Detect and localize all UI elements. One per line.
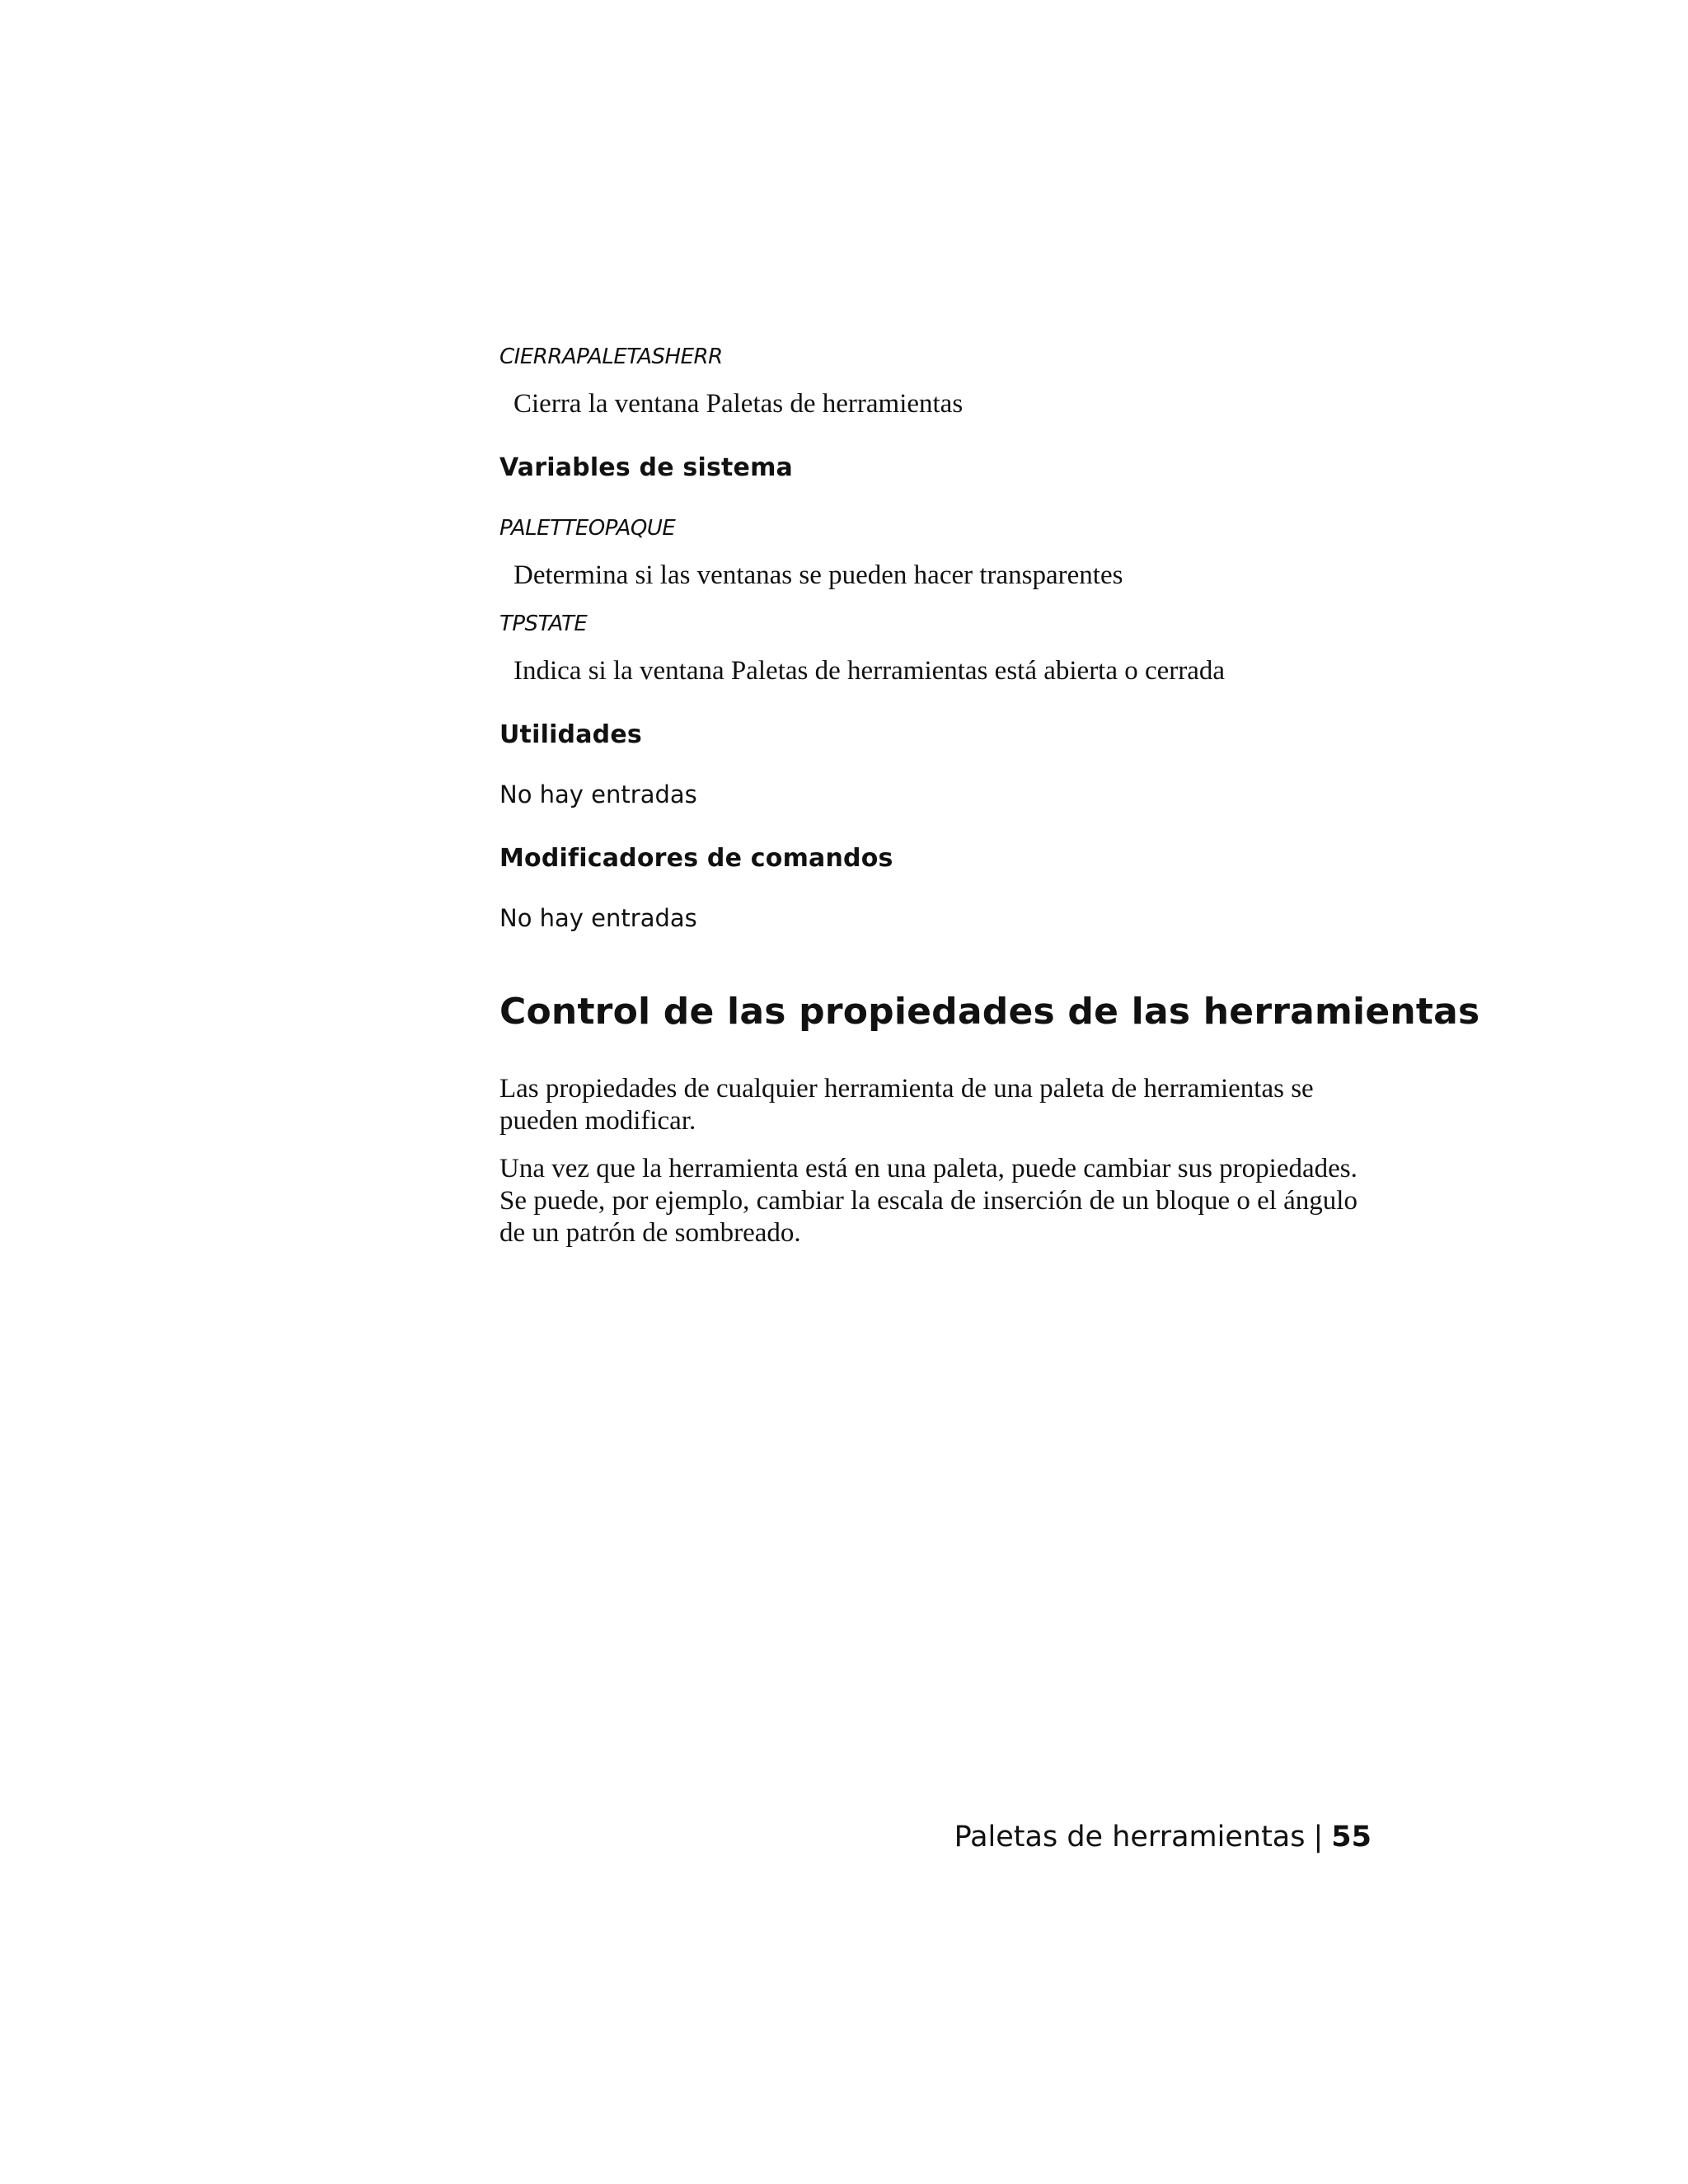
footer-separator: |: [1313, 1821, 1324, 1854]
utilities-heading: Utilidades: [499, 720, 642, 749]
section-title: Control de las propiedades de las herramientas: [499, 991, 1480, 1033]
page-number: 55: [1331, 1821, 1372, 1854]
variable-definition: Indica si la ventana Paletas de herramientas está abierta o cerrada: [513, 656, 1226, 686]
utilities-text: No hay entradas: [499, 780, 697, 808]
page-footer: [954, 1823, 1372, 1852]
variable-term: TPSTATE: [499, 612, 588, 636]
section-paragraph: Una vez que la herramienta está en una paleta, puede cambiar sus propiedades. Se puede, por ejemplo, cambiar la escala de inserción de un bloque o el ángulo de un patrón de sombreado.: [499, 1154, 1357, 1248]
command-modifiers-text: No hay entradas: [499, 904, 697, 932]
variable-definition: Determina si las ventanas se pueden hacer transparentes: [513, 560, 1123, 590]
system-variables-heading: Variables de sistema: [499, 453, 794, 482]
command-definition: Cierra la ventana Paletas de herramientas: [513, 389, 964, 419]
command-term: CIERRAPALETASHERR: [499, 344, 723, 369]
section-paragraph: Las propiedades de cualquier herramienta de una paleta de herramientas se pueden modificar.: [499, 1074, 1314, 1136]
variable-term: PALETTEOPAQUE: [499, 516, 676, 541]
footer-chapter-title: Paletas de herramientas: [954, 1821, 1306, 1854]
command-modifiers-heading: Modificadores de comandos: [499, 844, 893, 873]
